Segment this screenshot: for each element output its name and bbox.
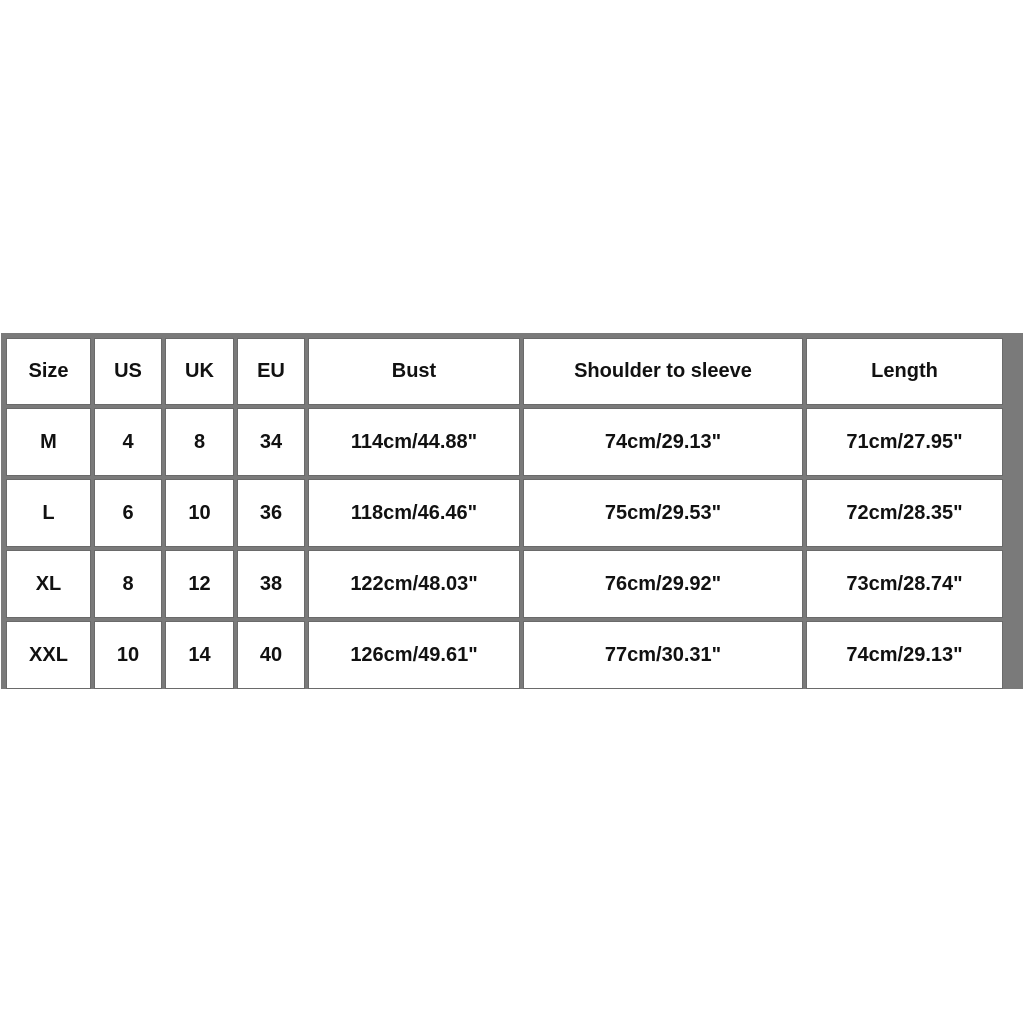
cell-eu: 38: [237, 550, 305, 618]
table-row: [6, 408, 1003, 476]
size-chart-table: [3, 335, 1006, 692]
cell-uk: 14: [165, 621, 234, 689]
cell-us: 8: [94, 550, 162, 618]
cell-us: 6: [94, 479, 162, 547]
cell-eu: 36: [237, 479, 305, 547]
cell-bust: 114cm/44.88": [308, 408, 520, 476]
cell-shoulder-to-sleeve: 74cm/29.13": [523, 408, 803, 476]
cell-eu: 34: [237, 408, 305, 476]
cell-uk: 8: [165, 408, 234, 476]
table-row: [6, 621, 1003, 689]
cell-uk: 12: [165, 550, 234, 618]
cell-shoulder-to-sleeve: 76cm/29.92": [523, 550, 803, 618]
cell-length: 74cm/29.13": [806, 621, 1003, 689]
header-shoulder-to-sleeve: Shoulder to sleeve: [523, 338, 803, 405]
cell-shoulder-to-sleeve: 77cm/30.31": [523, 621, 803, 689]
cell-bust: 118cm/46.46": [308, 479, 520, 547]
cell-eu: 40: [237, 621, 305, 689]
cell-us: 10: [94, 621, 162, 689]
table-row: [6, 479, 1003, 547]
table-header-row: [6, 338, 1003, 405]
cell-length: 71cm/27.95": [806, 408, 1003, 476]
size-chart: [1, 333, 1023, 689]
header-size: Size: [6, 338, 91, 405]
cell-us: 4: [94, 408, 162, 476]
cell-size: XL: [6, 550, 91, 618]
cell-bust: 126cm/49.61": [308, 621, 520, 689]
cell-size: L: [6, 479, 91, 547]
cell-length: 72cm/28.35": [806, 479, 1003, 547]
cell-size: XXL: [6, 621, 91, 689]
header-length: Length: [806, 338, 1003, 405]
cell-length: 73cm/28.74": [806, 550, 1003, 618]
cell-bust: 122cm/48.03": [308, 550, 520, 618]
header-us: US: [94, 338, 162, 405]
cell-uk: 10: [165, 479, 234, 547]
cell-size: M: [6, 408, 91, 476]
header-bust: Bust: [308, 338, 520, 405]
header-uk: UK: [165, 338, 234, 405]
cell-shoulder-to-sleeve: 75cm/29.53": [523, 479, 803, 547]
table-row: [6, 550, 1003, 618]
header-eu: EU: [237, 338, 305, 405]
